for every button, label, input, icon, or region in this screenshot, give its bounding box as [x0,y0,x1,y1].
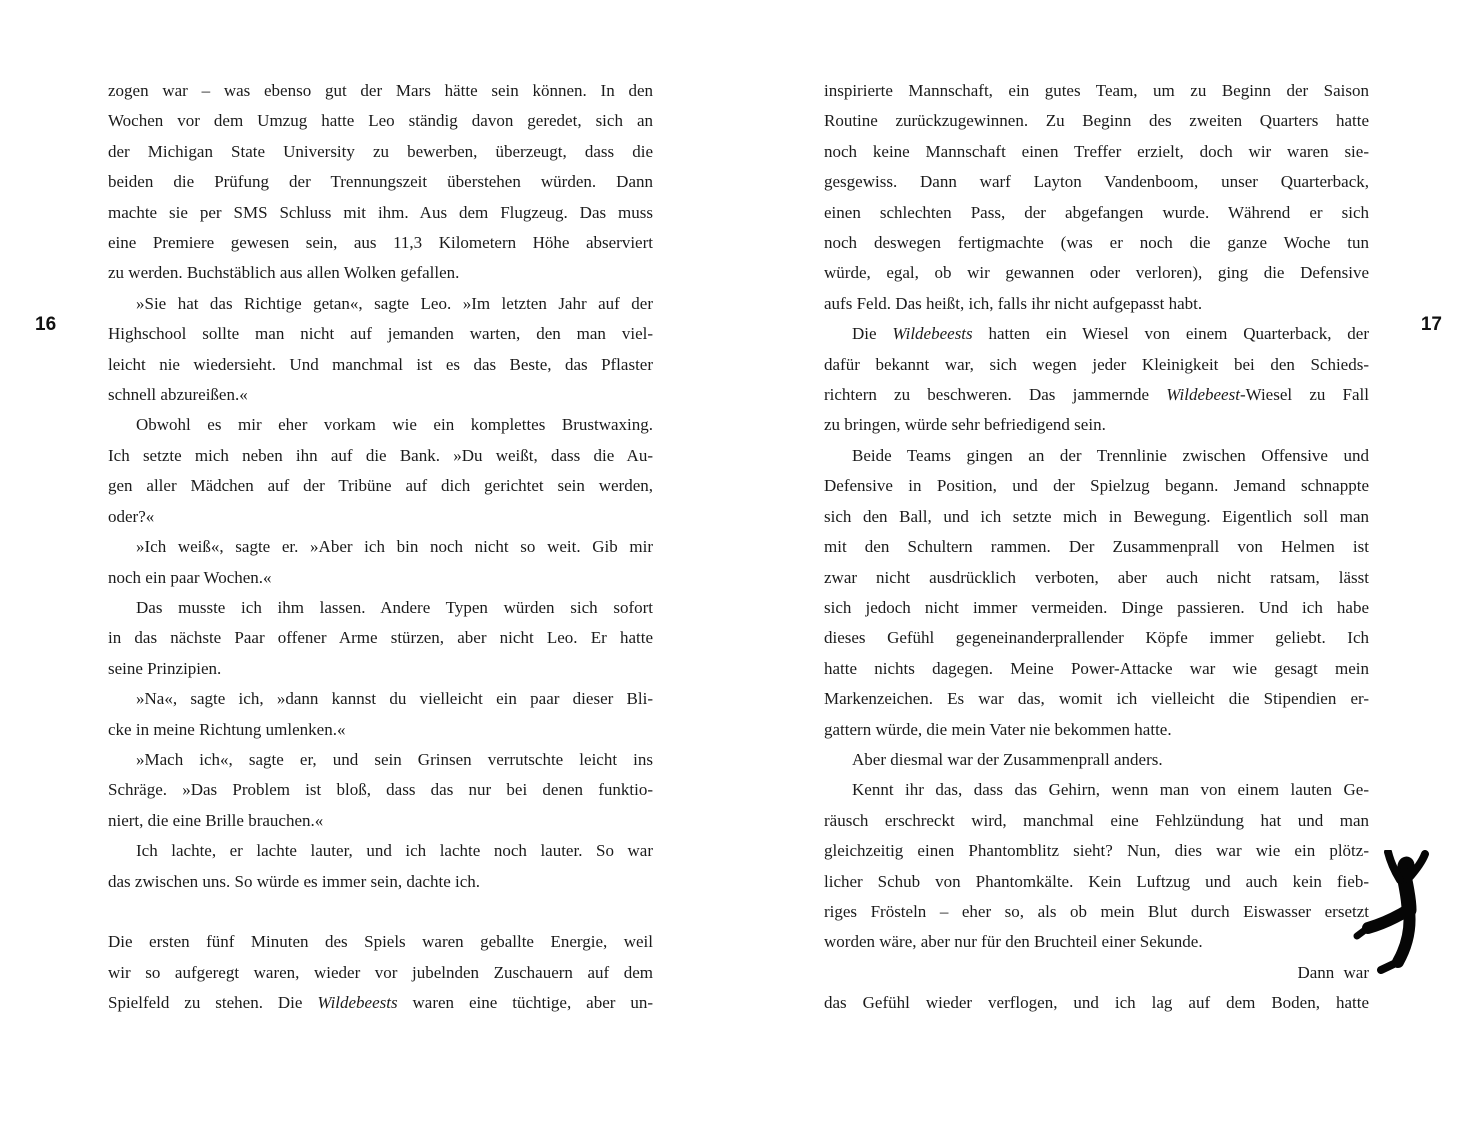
text-line: Schräge. »Das Problem ist bloß, dass das nur bei denen funktio- [108,780,653,800]
text-line: der Michigan State University zu bewerben, überzeugt, dass die [108,141,653,161]
paragraph [108,593,653,684]
text-line: Die Wildebeests hatten ein Wiesel von einem Quarterback, der [852,324,1370,344]
text-line: niert, die eine Brille brauchen.« [108,810,324,830]
text-line: Markenzeichen. Es war das, womit ich vielleicht die Stipendien er- [824,689,1369,709]
paragraph [108,745,653,836]
text-line: das Gefühl wieder verflogen, und ich lag auf dem Boden, hatte [824,993,1369,1013]
text-line: dieses Gefühl gegeneinanderprallender Köpfe immer geliebt. Ich [824,628,1369,648]
text-line: wir so aufgeregt waren, wieder vor jubelnden Zuschauern auf dem [108,962,653,982]
text-line: seine Prinzipien. [108,658,222,678]
text-line: Beide Teams gingen an der Trennlinie zwischen Offensive und [852,445,1369,465]
text-line: Kennt ihr das, dass das Gehirn, wenn man von einem lauten Ge- [852,780,1369,800]
italic-text: Wildebeests [317,993,398,1013]
paragraph [824,775,1369,957]
paragraph [108,836,653,897]
text-line: sich jedoch nicht immer vermeiden. Dinge passieren. Und ich habe [824,597,1369,617]
text-line: »Sie hat das Richtige getan«, sagte Leo. »Im letzten Jahr auf der [136,293,653,313]
text-line: machte sie per SMS Schluss mit ihm. Aus dem Flugzeug. Das muss [108,202,653,222]
text-line: mit den Schultern rammen. Der Zusammenprall von Helmen ist [824,537,1369,557]
paragraph [824,958,1369,988]
text-line: gen aller Mädchen auf der Tribüne auf dich gerichtet sein werden, [108,476,653,496]
text-line: noch ein paar Wochen.« [108,567,272,587]
text-line: Defensive in Position, und der Spielzug begann. Jemand schnappte [824,476,1369,496]
paragraph [108,289,653,411]
text-line: eine Premiere gewesen sein, aus 11,3 Kilometern Höhe abserviert [108,233,653,253]
text-line: gleichzeitig einen Phantomblitz sieht? Nun, dies war wie ein plötz- [824,841,1369,861]
paragraph [108,410,653,532]
text-line: Aber diesmal war der Zusammenprall anders. [852,749,1163,769]
text-line: leicht nie wiedersieht. Und manchmal ist es das Beste, das Pflaster [108,354,653,374]
italic-text: Wildebeest [1166,385,1240,405]
italic-text: Wildebeests [892,324,973,344]
text-line: zu bringen, würde sehr befriedigend sein. [824,415,1106,435]
text-line: noch keine Mannschaft einen Treffer erzielt, doch wir waren sie- [824,141,1369,161]
text-line: noch deswegen fertigmachte (was er noch die ganze Woche tun [824,233,1369,253]
text-line: Highschool sollte man nicht auf jemanden warten, den man viel- [108,324,653,344]
paragraph [824,988,1369,1018]
text-line: zu werden. Buchstäblich aus allen Wolken gefallen. [108,263,460,283]
text-line: räusch erschreckt wird, manchmal eine Fehlzündung hat und man [824,810,1369,830]
text-line: Ich lachte, er lachte lauter, und ich lachte noch lauter. So war [136,841,653,861]
text-line: Die ersten fünf Minuten des Spiels waren geballte Energie, weil [108,932,653,952]
text-line: würde, egal, ob wir gewannen oder verloren), ging die Defensive [824,263,1369,283]
paragraph [824,745,1369,775]
text-line: oder?« [108,506,155,526]
text-line: Wochen vor dem Umzug hatte Leo ständig davon geredet, sich an [108,111,653,131]
text-line: worden wäre, aber nur für den Bruchteil einer Sekunde. [824,932,1203,952]
paragraph [108,76,653,289]
page-left-text [108,76,653,1019]
text-line: Routine zurückzugewinnen. Zu Beginn des zweiten Quarters hatte [824,111,1369,131]
text-line: beiden die Prüfung der Trennungszeit überstehen würden. Dann [108,172,653,192]
page-right-text [824,76,1369,1019]
text-line: licher Schub von Phantomkälte. Kein Luftzug und auch kein fieb- [824,871,1369,891]
paragraph [108,927,653,1018]
paragraph [824,76,1369,319]
paragraph [824,441,1369,745]
text-line: das zwischen uns. So würde es immer sein, dachte ich. [108,871,481,891]
text-line: »Na«, sagte ich, »dann kannst du vielleicht ein paar dieser Bli- [136,689,653,709]
text-line: einen schlechten Pass, der abgefangen wurde. Während er sich [824,202,1369,222]
text-line: Spielfeld zu stehen. Die Wildebeests waren eine tüchtige, aber un- [108,993,653,1013]
text-line: zwar nicht ausdrücklich verboten, aber auch nicht ratsam, lässt [824,567,1369,587]
text-line: cke in meine Richtung umlenken.« [108,719,346,739]
text-line: zogen war – was ebenso gut der Mars hätte sein können. In den [108,81,653,100]
text-line: richtern zu beschweren. Das jammernde Wildebeest-Wiesel zu Fall [824,385,1370,405]
text-line: gattern würde, die mein Vater nie bekommen hatte. [824,719,1172,739]
text-line: Dann war [1297,962,1369,982]
text-line: Obwohl es mir eher vorkam wie ein komplettes Brustwaxing. [136,415,653,435]
text-line: »Ich weiß«, sagte er. »Aber ich bin noch nicht so weit. Gib mir [136,537,653,557]
paragraph [108,532,653,593]
falling-person-silhouette-illustration [1350,850,1450,980]
text-line: schnell abzureißen.« [108,385,248,405]
text-line: sich den Ball, und ich setzte mich in Bewegung. Eigentlich soll man [824,506,1369,526]
paragraph [108,684,653,745]
paragraph [824,319,1369,441]
text-line: gesgewiss. Dann warf Layton Vandenboom, unser Quarterback, [824,172,1369,192]
text-line: inspirierte Mannschaft, ein gutes Team, um zu Beginn der Saison [824,81,1369,100]
text-line: dafür bekannt war, sich wegen jeder Kleinigkeit bei den Schieds- [824,354,1369,374]
text-line: in das nächste Paar offener Arme stürzen, aber nicht Leo. Er hatte [108,628,653,648]
text-line: Ich setzte mich neben ihn auf die Bank. »Du weißt, dass die Au- [108,445,653,465]
page-number-left: 16 [35,314,57,335]
text-line: Das musste ich ihm lassen. Andere Typen würden sich sofort [136,597,653,617]
text-line: aufs Feld. Das heißt, ich, falls ihr nicht aufgepasst habt. [824,293,1203,313]
page-number-right: 17 [1420,314,1442,335]
text-line: riges Frösteln – eher so, als ob mein Blut durch Eiswasser ersetzt [824,901,1369,921]
text-line: »Mach ich«, sagte er, und sein Grinsen verrutschte leicht ins [136,749,653,769]
text-line: hatte nichts dagegen. Meine Power-Attacke war wie gesagt mein [824,658,1369,678]
